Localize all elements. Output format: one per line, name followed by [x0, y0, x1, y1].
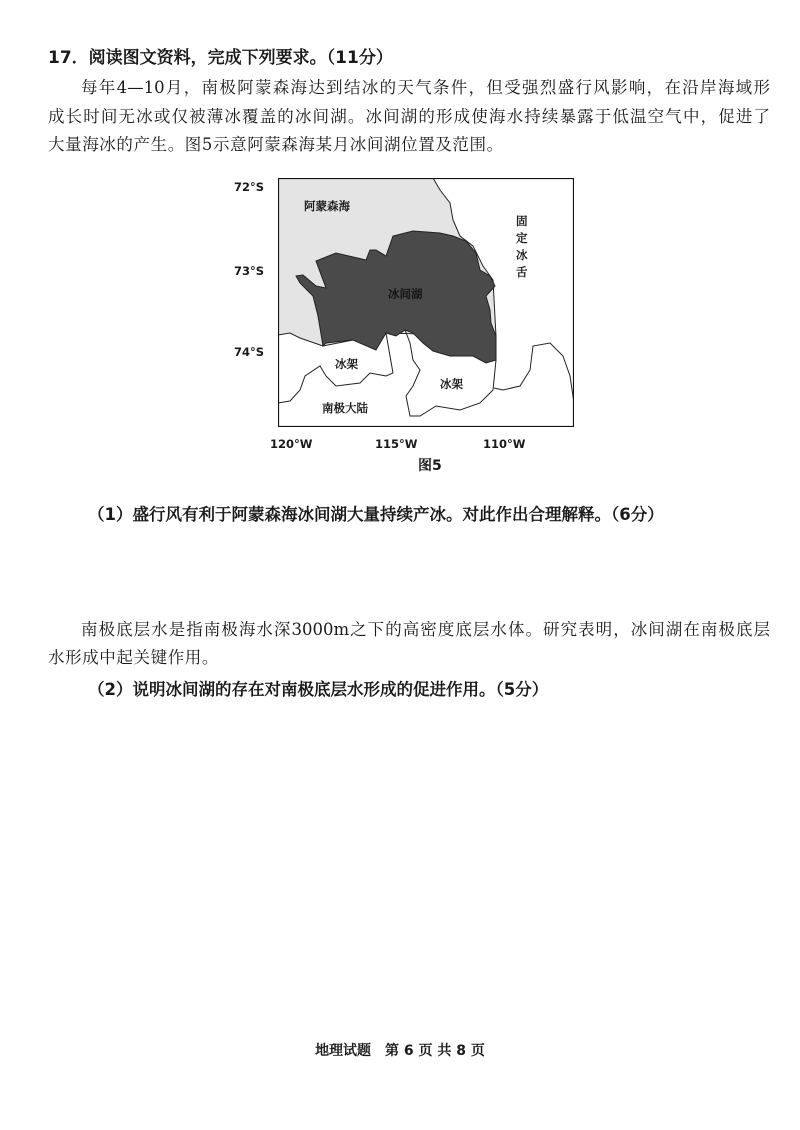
polynya-map	[278, 178, 574, 427]
label-sea: 阿蒙森海	[304, 199, 350, 213]
lon-label: 120°W	[270, 437, 313, 451]
label-continent: 南极大陆	[322, 401, 368, 415]
label-polynya: 冰间湖	[388, 287, 423, 301]
lat-label: 74°S	[234, 345, 265, 359]
sub-question-2: （2）说明冰间湖的存在对南极底层水形成的促进作用。（5分）	[88, 680, 549, 699]
context-line: 南极底层水是指南极海水深3000m之下的高密度底层水体。研究表明，冰间湖在南极底层	[81, 620, 770, 639]
intro-line: 每年4—10月，南极阿蒙森海达到结冰的天气条件，但受强烈盛行风影响，在沿岸海域形	[81, 78, 770, 97]
lon-label: 110°W	[483, 437, 526, 451]
figure-caption: 图5	[418, 458, 442, 474]
label-ice-shelf: 冰架	[440, 377, 463, 391]
lat-label: 72°S	[234, 180, 265, 194]
label-ice-shelf: 冰架	[335, 357, 358, 371]
question-title: 17．阅读图文资料，完成下列要求。（11分）	[48, 48, 393, 68]
intro-line: 成长时间无冰或仅被薄冰覆盖的冰间湖。冰间湖的形成使海水持续暴露于低温空气中，促进了	[48, 107, 770, 126]
label-fixed-ice-tongue: 固定冰舌	[516, 214, 528, 279]
intro-line: 大量海冰的产生。图5示意阿蒙森海某月冰间湖位置及范围。	[48, 135, 504, 154]
lat-label: 73°S	[234, 264, 265, 278]
lon-label: 115°W	[375, 437, 418, 451]
sub-question-1: （1）盛行风有利于阿蒙森海冰间湖大量持续产冰。对此作出合理解释。（6分）	[88, 505, 664, 524]
page-footer: 地理试题 第 6 页 共 8 页	[315, 1043, 485, 1059]
context-line: 水形成中起关键作用。	[48, 648, 219, 667]
